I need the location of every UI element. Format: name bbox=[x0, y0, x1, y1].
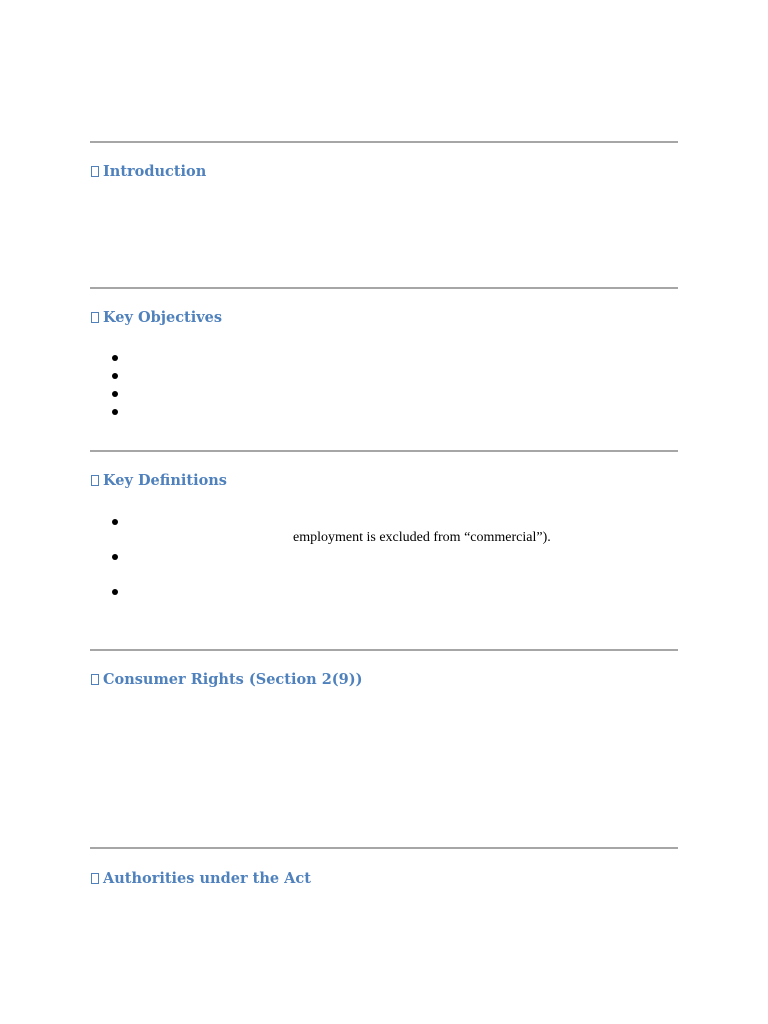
section-divider bbox=[90, 287, 678, 289]
list-bullet bbox=[112, 409, 118, 415]
section-divider bbox=[90, 847, 678, 849]
section-heading-key-objectives bbox=[91, 309, 222, 327]
list-bullet bbox=[112, 391, 118, 397]
section-heading-authorities bbox=[91, 870, 311, 888]
unknown-glyph-icon bbox=[91, 166, 99, 177]
section-heading-key-definitions bbox=[91, 472, 227, 490]
section-divider bbox=[90, 649, 678, 651]
list-bullet bbox=[112, 519, 118, 525]
list-bullet bbox=[112, 589, 118, 595]
section-heading-introduction bbox=[91, 163, 206, 181]
unknown-glyph-icon bbox=[91, 475, 99, 486]
unknown-glyph-icon bbox=[91, 873, 99, 884]
section-divider bbox=[90, 141, 678, 143]
section-divider bbox=[90, 450, 678, 452]
list-bullet bbox=[112, 355, 118, 361]
section-heading-label: Key Objectives bbox=[103, 309, 223, 326]
unknown-glyph-icon bbox=[91, 674, 99, 685]
list-bullet bbox=[112, 373, 118, 379]
list-bullet bbox=[112, 554, 118, 560]
section-heading-label: Consumer Rights (Section 2(9)) bbox=[103, 671, 363, 688]
section-heading-consumer-rights bbox=[91, 671, 362, 689]
section-heading-label: Introduction bbox=[103, 163, 207, 180]
section-heading-label: Authorities under the Act bbox=[103, 870, 311, 887]
unknown-glyph-icon bbox=[91, 312, 99, 323]
section-heading-label: Key Definitions bbox=[103, 472, 227, 489]
definition-continuation-text: employment is excluded from “commercial”). bbox=[293, 530, 551, 545]
